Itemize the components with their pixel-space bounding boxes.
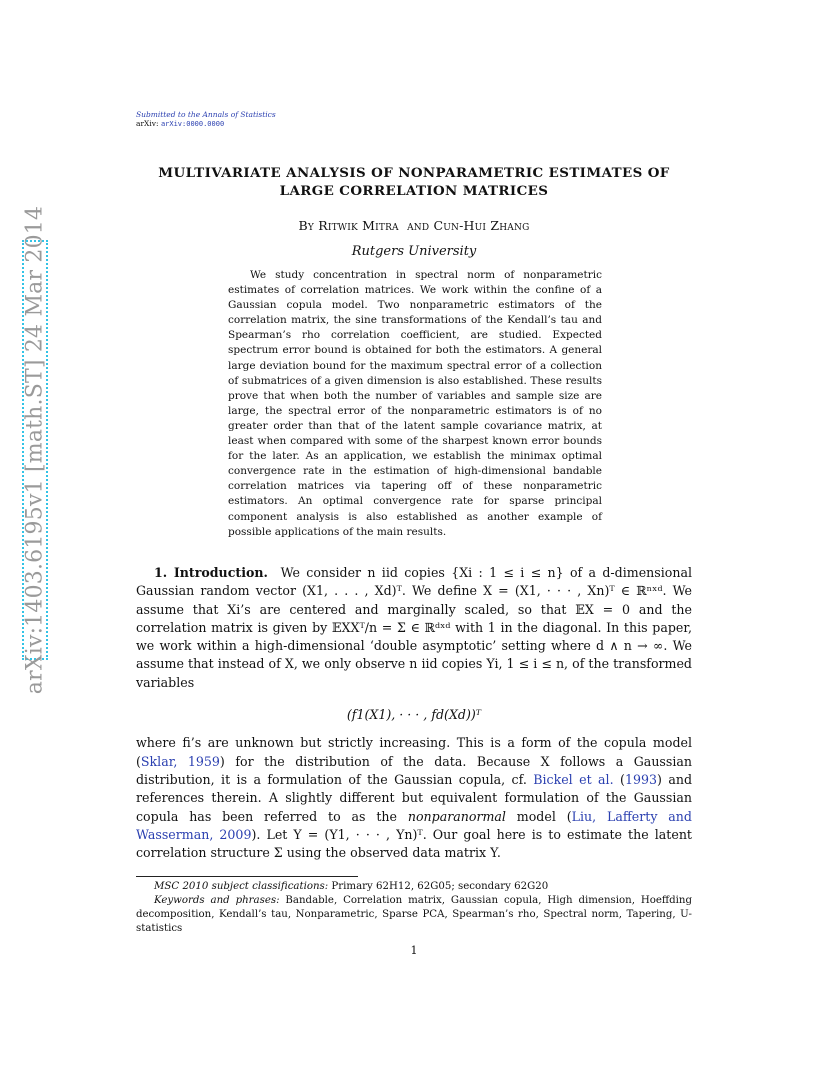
nonparanormal-term: nonparanormal	[407, 808, 506, 824]
abstract-text: We study concentration in spectral norm of nonparametric estimates of correlation matrices. We work within the confine of a Gaussian copula model. Two nonparametric estimators of the correlation matrix, the sine transformations of the Kendall’s tau and Spearman’s rho correlation coefficient, are studied. Expected spectrum error bound is obtained for both the estimators. A general large deviation bound for the maximum spectral error of a collection of submatrices of a given dimension is also established. These results prove that when both the number of variables and sample size are large, the spectral error of the nonparametric estimators is of no greater order than that of the latent sample covariance matrix, at least when compared with some of the sharpest known error bounds for the later. As an application, we establish the minimax optimal convergence rate in the estimation of high-dimensional bandable correlation matrices via tapering off of these nonparametric estimators. An optimal convergence rate for sparse principal component analysis is also established as another example of possible applications of the main results.	[228, 269, 602, 538]
citation-liu[interactable]: Liu, Lafferty and Wasserman, 2009	[136, 808, 692, 842]
para2-part-c: and references therein. A slightly different but equivalent formulation of the Gaussian copula has been referred to as the	[136, 771, 693, 824]
citation-bickel[interactable]: Bickel et al.	[533, 771, 614, 787]
citation-sklar[interactable]: Sklar, 1959	[140, 753, 220, 769]
msc-footnote	[136, 880, 692, 894]
author-2: Cun-Hui Zhang	[433, 218, 530, 233]
and-label: and	[407, 218, 430, 233]
author-1: Ritwik Mitra	[318, 218, 399, 233]
keywords-text: Bandable, Correlation matrix, Gaussian copula, High dimension, Hoeffding decomposition, Kendall’s tau, Nonparametric, Sparse PCA, Spearman’s rho, Spectral norm, Tapering, U-statistics	[136, 895, 692, 934]
intro-paragraph-1	[136, 564, 692, 692]
footnotes	[136, 880, 692, 936]
citation-bickel-year[interactable]: 1993	[624, 771, 657, 787]
arxiv-stamp-text: arXiv:1403.6195v1 [math.ST] 24 Mar 2014	[22, 205, 48, 695]
para2-part-a: where fi’s are unknown but strictly increasing. This is a form of the copula model (	[136, 735, 692, 769]
msc-text: Primary 62H12, 62G05; secondary 62G20	[328, 881, 549, 892]
keywords-label: Keywords and phrases:	[154, 895, 280, 906]
intro-para1-text: We consider n iid copies {Xi : 1 ≤ i ≤ n} of a d-dimensional Gaussian random vector (X1, . . . , Xd)ᵀ. We define X = (X1, · · · , Xn)ᵀ ∈ ℝⁿˣᵈ. We assume that Xi’s are centered and marginally scaled, so that 𝔼X = 0 and the correlation matrix is given by 𝔼XXᵀ/n = Σ ∈ ℝᵈˣᵈ with 1 in the diagonal. In this paper, we work within a high-dimensional ‘double asymptotic’ setting where d ∧ n → ∞. We assume that instead of X, we only observe n iid copies Yi, 1 ≤ i ≤ n, of the transformed variables	[136, 565, 692, 690]
affiliation: Rutgers University	[351, 244, 477, 259]
footnote-rule	[136, 876, 358, 877]
paper-title: MULTIVARIATE ANALYSIS OF NONPARAMETRIC ESTIMATES OF LARGE CORRELATION MATRICES	[158, 165, 670, 199]
arxiv-stamp-box[interactable]	[22, 205, 48, 695]
arxiv-label: arXiv:	[136, 119, 159, 128]
by-label: By	[298, 218, 315, 233]
author-line	[150, 218, 678, 233]
page-number: 1	[410, 944, 418, 957]
intro-paragraph-2: where fi’s are unknown but strictly increasing. This is a form of the copula model (Sklar, 1959) for the distribution of the data. Because X follows a Gaussian distribution, it is a formulation of the Gaussian copula, cf. Bickel et al. (1993) and references therein. A slightly different but equivalent formulation of the Gaussian copula has been referred to as the nonparanormal model (Liu, Lafferty and Wasserman, 2009). Let Y = (Y1, · · · , Yn)ᵀ. Our goal here is to estimate the latent correlation structure Σ using the observed data matrix Y.	[136, 735, 693, 861]
msc-label: MSC 2010 subject classifications:	[154, 881, 329, 892]
submitted-note[interactable]: Submitted to the Annals of Statistics	[136, 110, 276, 119]
arxiv-id-link[interactable]: arXiv:0000.0000	[160, 120, 225, 128]
para2-part-e: ). Let Y = (Y1, · · · , Yn)ᵀ. Our goal here is to estimate the latent correlation structure Σ using the observed data matrix Y.	[136, 826, 692, 861]
equation-transformed: (f1(X1), · · · , fd(Xd))ᵀ	[346, 707, 482, 723]
journal-header	[136, 110, 276, 129]
keywords-footnote	[136, 894, 692, 936]
section-heading: 1. Introduction.	[154, 565, 268, 580]
para2-part-b: ) for the distribution of the data. Because X follows a Gaussian distribution, it is a formulation of the Gaussian copula, cf.	[136, 753, 693, 787]
introduction-section	[136, 564, 692, 862]
abstract	[228, 268, 602, 540]
arxiv-id-line	[136, 119, 276, 129]
para2-part-d: model (	[505, 808, 572, 824]
